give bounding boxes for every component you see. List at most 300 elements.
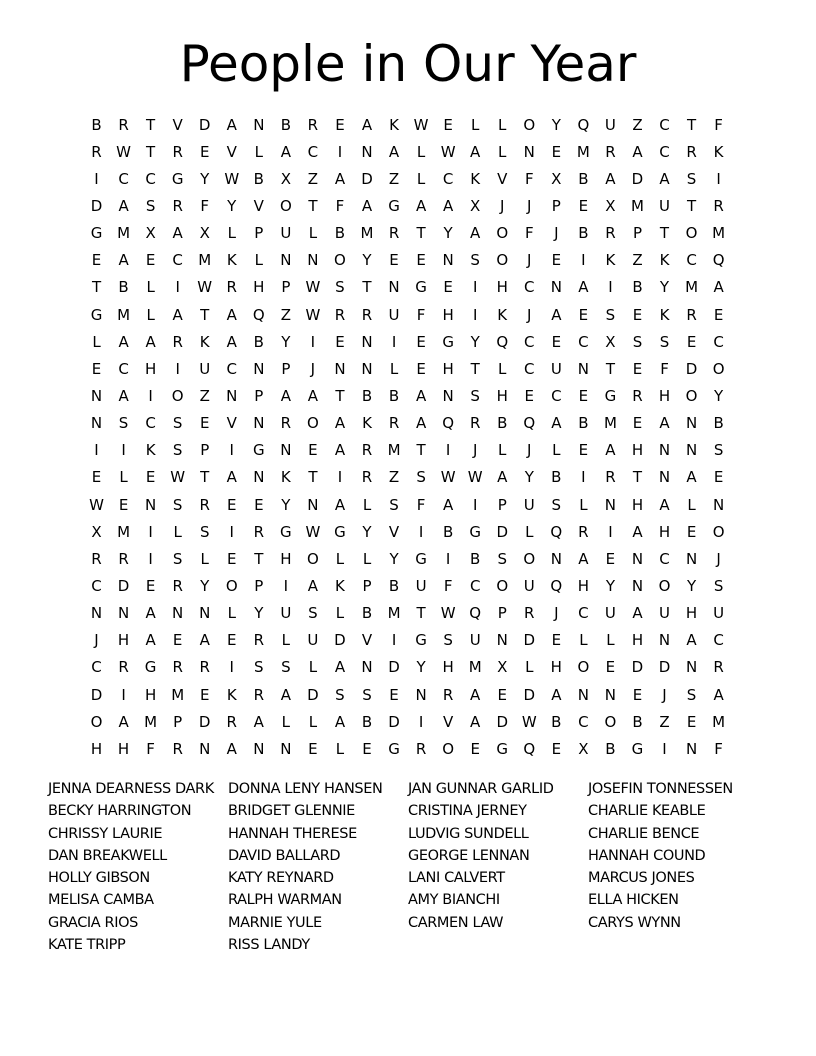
grid-cell[interactable]: Z: [307, 169, 319, 188]
grid-cell[interactable]: R: [415, 739, 427, 758]
grid-cell[interactable]: B: [551, 468, 562, 487]
grid-cell[interactable]: R: [118, 549, 129, 568]
grid-cell[interactable]: I: [283, 576, 289, 595]
grid-cell[interactable]: B: [632, 278, 643, 297]
grid-cell[interactable]: N: [253, 359, 265, 378]
grid-cell[interactable]: L: [119, 468, 128, 487]
grid-cell[interactable]: H: [117, 739, 130, 758]
grid-cell[interactable]: F: [200, 196, 210, 215]
grid-cell[interactable]: H: [631, 441, 644, 460]
grid-cell[interactable]: E: [632, 414, 643, 433]
grid-cell[interactable]: N: [685, 441, 698, 460]
grid-cell[interactable]: E: [254, 495, 264, 514]
grid-cell[interactable]: A: [226, 115, 237, 134]
grid-cell[interactable]: N: [712, 495, 725, 514]
grid-cell[interactable]: T: [146, 142, 156, 161]
grid-cell[interactable]: O: [334, 251, 346, 270]
grid-cell[interactable]: A: [226, 468, 237, 487]
grid-cell[interactable]: T: [362, 278, 372, 297]
grid-cell[interactable]: I: [472, 305, 478, 324]
grid-cell[interactable]: S: [335, 685, 345, 704]
grid-cell[interactable]: E: [199, 685, 210, 704]
grid-cell[interactable]: I: [472, 278, 478, 297]
grid-cell[interactable]: A: [415, 414, 427, 433]
grid-cell[interactable]: R: [118, 658, 129, 677]
grid-cell[interactable]: V: [172, 115, 183, 134]
grid-cell[interactable]: R: [172, 658, 183, 677]
grid-cell[interactable]: K: [659, 305, 670, 324]
grid-cell[interactable]: I: [175, 278, 180, 297]
grid-cell[interactable]: U: [550, 359, 562, 378]
grid-cell[interactable]: H: [658, 386, 671, 405]
grid-cell[interactable]: H: [442, 305, 454, 324]
grid-cell[interactable]: A: [632, 604, 643, 623]
grid-cell[interactable]: I: [148, 549, 153, 568]
grid-cell[interactable]: M: [117, 522, 131, 541]
grid-cell[interactable]: C: [524, 278, 535, 297]
grid-cell[interactable]: A: [497, 468, 508, 487]
grid-cell[interactable]: X: [551, 169, 562, 188]
grid-cell[interactable]: X: [578, 739, 589, 758]
grid-cell[interactable]: Y: [254, 604, 264, 623]
grid-cell[interactable]: C: [145, 414, 156, 433]
grid-cell[interactable]: K: [713, 142, 724, 161]
grid-cell[interactable]: Z: [632, 251, 643, 270]
grid-cell[interactable]: O: [306, 414, 319, 433]
grid-cell[interactable]: T: [416, 604, 426, 623]
grid-cell[interactable]: A: [443, 196, 454, 215]
grid-cell[interactable]: K: [226, 251, 237, 270]
grid-cell[interactable]: W: [170, 468, 186, 487]
grid-cell[interactable]: P: [632, 224, 642, 243]
grid-cell[interactable]: U: [280, 604, 292, 623]
grid-cell[interactable]: D: [198, 115, 211, 134]
grid-cell[interactable]: S: [199, 522, 210, 541]
grid-cell[interactable]: N: [658, 468, 671, 487]
grid-cell[interactable]: M: [603, 414, 617, 433]
grid-cell[interactable]: U: [199, 359, 211, 378]
grid-cell[interactable]: Y: [686, 576, 697, 595]
grid-cell[interactable]: F: [524, 224, 534, 243]
grid-cell[interactable]: E: [686, 332, 697, 351]
grid-cell[interactable]: L: [335, 739, 345, 758]
grid-cell[interactable]: P: [551, 196, 561, 215]
grid-cell[interactable]: J: [94, 631, 99, 650]
grid-cell[interactable]: C: [307, 142, 319, 161]
grid-cell[interactable]: W: [224, 169, 240, 188]
grid-cell[interactable]: A: [713, 278, 724, 297]
grid-cell[interactable]: I: [472, 495, 478, 514]
grid-cell[interactable]: A: [388, 142, 400, 161]
grid-cell[interactable]: C: [659, 549, 670, 568]
grid-cell[interactable]: A: [659, 495, 670, 514]
grid-cell[interactable]: D: [388, 658, 400, 677]
grid-cell[interactable]: S: [686, 169, 697, 188]
grid-cell[interactable]: L: [416, 142, 426, 161]
grid-cell[interactable]: G: [442, 332, 454, 351]
grid-cell[interactable]: F: [524, 169, 534, 188]
grid-cell[interactable]: P: [497, 604, 507, 623]
grid-cell[interactable]: B: [578, 169, 589, 188]
grid-cell[interactable]: L: [552, 441, 561, 460]
grid-cell[interactable]: D: [496, 712, 508, 731]
grid-cell[interactable]: L: [362, 495, 372, 514]
grid-cell[interactable]: L: [498, 441, 507, 460]
grid-cell[interactable]: Q: [712, 251, 725, 270]
grid-cell[interactable]: R: [361, 305, 373, 324]
grid-cell[interactable]: A: [334, 414, 346, 433]
grid-cell[interactable]: C: [551, 386, 562, 405]
grid-cell[interactable]: A: [605, 441, 616, 460]
grid-cell[interactable]: B: [497, 414, 508, 433]
grid-cell[interactable]: W: [89, 495, 104, 514]
grid-cell[interactable]: Y: [605, 576, 615, 595]
grid-cell[interactable]: L: [525, 658, 534, 677]
grid-cell[interactable]: E: [389, 685, 399, 704]
grid-cell[interactable]: Q: [577, 115, 590, 134]
grid-cell[interactable]: Y: [227, 196, 237, 215]
grid-cell[interactable]: T: [200, 305, 210, 324]
grid-cell[interactable]: D: [117, 576, 130, 595]
grid-cell[interactable]: R: [388, 414, 400, 433]
grid-cell[interactable]: N: [199, 604, 211, 623]
grid-cell[interactable]: P: [173, 712, 183, 731]
grid-cell[interactable]: A: [470, 712, 481, 731]
grid-cell[interactable]: Y: [362, 522, 372, 541]
grid-cell[interactable]: A: [118, 196, 129, 215]
grid-cell[interactable]: S: [497, 549, 507, 568]
grid-cell[interactable]: I: [608, 522, 613, 541]
grid-cell[interactable]: E: [551, 251, 562, 270]
grid-cell[interactable]: W: [521, 712, 537, 731]
grid-cell[interactable]: B: [118, 278, 129, 297]
grid-cell[interactable]: S: [632, 332, 643, 351]
grid-cell[interactable]: M: [468, 658, 482, 677]
grid-cell[interactable]: N: [577, 685, 589, 704]
grid-cell[interactable]: E: [91, 251, 102, 270]
grid-cell[interactable]: K: [389, 115, 399, 134]
grid-cell[interactable]: S: [443, 631, 453, 650]
grid-cell[interactable]: L: [146, 305, 155, 324]
grid-cell[interactable]: T: [686, 196, 697, 215]
grid-cell[interactable]: I: [445, 441, 451, 460]
grid-cell[interactable]: V: [361, 631, 373, 650]
grid-cell[interactable]: T: [200, 468, 210, 487]
grid-cell[interactable]: H: [685, 604, 698, 623]
grid-cell[interactable]: O: [712, 522, 725, 541]
grid-cell[interactable]: R: [632, 386, 643, 405]
grid-cell[interactable]: E: [443, 115, 453, 134]
grid-cell[interactable]: Q: [252, 305, 265, 324]
grid-cell[interactable]: N: [253, 414, 265, 433]
grid-cell[interactable]: C: [524, 332, 535, 351]
grid-cell[interactable]: L: [498, 142, 507, 161]
grid-cell[interactable]: R: [253, 631, 265, 650]
grid-cell[interactable]: X: [497, 658, 508, 677]
grid-cell[interactable]: L: [308, 658, 318, 677]
grid-cell[interactable]: I: [148, 386, 153, 405]
grid-cell[interactable]: E: [416, 359, 426, 378]
grid-cell[interactable]: L: [335, 549, 345, 568]
grid-cell[interactable]: R: [172, 196, 183, 215]
grid-cell[interactable]: K: [199, 332, 210, 351]
grid-cell[interactable]: M: [117, 224, 131, 243]
grid-cell[interactable]: L: [227, 224, 236, 243]
grid-cell[interactable]: Z: [280, 305, 291, 324]
grid-cell[interactable]: Z: [388, 169, 400, 188]
grid-cell[interactable]: N: [496, 631, 508, 650]
grid-cell[interactable]: J: [527, 441, 532, 460]
grid-cell[interactable]: A: [334, 658, 346, 677]
grid-cell[interactable]: N: [631, 576, 644, 595]
grid-cell[interactable]: A: [226, 332, 237, 351]
grid-cell[interactable]: U: [659, 196, 670, 215]
grid-cell[interactable]: C: [172, 251, 183, 270]
grid-cell[interactable]: T: [632, 468, 643, 487]
grid-cell[interactable]: N: [388, 278, 400, 297]
grid-cell[interactable]: I: [581, 468, 586, 487]
grid-cell[interactable]: B: [361, 386, 373, 405]
grid-cell[interactable]: P: [200, 441, 210, 460]
grid-cell[interactable]: E: [470, 739, 480, 758]
grid-cell[interactable]: T: [335, 386, 345, 405]
grid-cell[interactable]: N: [361, 359, 373, 378]
grid-cell[interactable]: N: [172, 604, 184, 623]
grid-cell[interactable]: B: [253, 169, 264, 188]
grid-cell[interactable]: V: [253, 196, 264, 215]
grid-cell[interactable]: E: [416, 251, 426, 270]
grid-cell[interactable]: H: [496, 386, 508, 405]
grid-cell[interactable]: A: [118, 712, 129, 731]
grid-cell[interactable]: A: [280, 685, 291, 704]
grid-cell[interactable]: Z: [388, 468, 400, 487]
grid-cell[interactable]: I: [121, 685, 126, 704]
grid-cell[interactable]: R: [578, 522, 589, 541]
grid-cell[interactable]: B: [91, 115, 102, 134]
grid-cell[interactable]: E: [578, 441, 589, 460]
grid-cell[interactable]: Y: [524, 468, 534, 487]
grid-cell[interactable]: C: [442, 169, 454, 188]
grid-cell[interactable]: Y: [281, 332, 291, 351]
grid-cell[interactable]: E: [632, 685, 643, 704]
grid-cell[interactable]: N: [361, 332, 373, 351]
grid-cell[interactable]: X: [470, 196, 481, 215]
grid-cell[interactable]: N: [253, 468, 265, 487]
grid-cell[interactable]: S: [172, 495, 183, 514]
grid-cell[interactable]: W: [305, 522, 321, 541]
grid-cell[interactable]: A: [280, 386, 291, 405]
grid-cell[interactable]: S: [254, 658, 264, 677]
grid-cell[interactable]: G: [252, 441, 265, 460]
grid-cell[interactable]: I: [337, 142, 343, 161]
grid-cell[interactable]: R: [253, 522, 265, 541]
grid-cell[interactable]: R: [172, 332, 183, 351]
grid-cell[interactable]: P: [497, 495, 507, 514]
grid-cell[interactable]: Y: [200, 576, 210, 595]
grid-cell[interactable]: C: [145, 169, 156, 188]
grid-cell[interactable]: N: [658, 631, 671, 650]
grid-cell[interactable]: D: [388, 712, 400, 731]
grid-cell[interactable]: F: [714, 739, 723, 758]
grid-cell[interactable]: I: [175, 359, 180, 378]
grid-cell[interactable]: B: [388, 386, 400, 405]
grid-cell[interactable]: I: [94, 169, 99, 188]
grid-cell[interactable]: S: [172, 414, 183, 433]
grid-cell[interactable]: F: [335, 196, 345, 215]
grid-cell[interactable]: P: [362, 576, 372, 595]
grid-cell[interactable]: O: [306, 549, 319, 568]
grid-cell[interactable]: N: [604, 495, 617, 514]
grid-cell[interactable]: C: [226, 359, 237, 378]
grid-cell[interactable]: O: [279, 196, 292, 215]
grid-cell[interactable]: D: [631, 658, 644, 677]
grid-cell[interactable]: C: [713, 332, 724, 351]
grid-cell[interactable]: A: [470, 142, 481, 161]
grid-cell[interactable]: M: [360, 224, 374, 243]
grid-cell[interactable]: P: [281, 359, 291, 378]
grid-cell[interactable]: T: [659, 224, 670, 243]
grid-cell[interactable]: M: [712, 712, 726, 731]
grid-cell[interactable]: N: [658, 441, 671, 460]
grid-cell[interactable]: E: [605, 658, 616, 677]
grid-cell[interactable]: L: [335, 604, 345, 623]
grid-cell[interactable]: A: [172, 224, 183, 243]
grid-cell[interactable]: N: [90, 386, 103, 405]
grid-cell[interactable]: G: [631, 739, 644, 758]
grid-cell[interactable]: T: [470, 359, 480, 378]
grid-cell[interactable]: E: [91, 359, 102, 378]
grid-cell[interactable]: C: [91, 576, 102, 595]
grid-cell[interactable]: E: [497, 685, 507, 704]
grid-cell[interactable]: O: [442, 739, 455, 758]
grid-cell[interactable]: H: [550, 658, 562, 677]
grid-cell[interactable]: E: [199, 142, 210, 161]
grid-cell[interactable]: A: [551, 305, 562, 324]
grid-cell[interactable]: A: [551, 414, 562, 433]
grid-cell[interactable]: G: [496, 739, 509, 758]
grid-cell[interactable]: S: [470, 251, 480, 270]
grid-cell[interactable]: S: [281, 658, 291, 677]
grid-cell[interactable]: T: [416, 224, 426, 243]
grid-cell[interactable]: X: [280, 169, 291, 188]
grid-cell[interactable]: S: [145, 196, 156, 215]
grid-cell[interactable]: E: [713, 305, 724, 324]
grid-cell[interactable]: Y: [200, 169, 210, 188]
grid-cell[interactable]: G: [604, 386, 617, 405]
grid-cell[interactable]: H: [253, 278, 265, 297]
grid-cell[interactable]: Y: [416, 658, 426, 677]
grid-cell[interactable]: D: [334, 631, 346, 650]
grid-cell[interactable]: R: [605, 224, 616, 243]
grid-cell[interactable]: O: [685, 224, 698, 243]
grid-cell[interactable]: Y: [470, 332, 480, 351]
grid-cell[interactable]: D: [307, 685, 319, 704]
grid-cell[interactable]: E: [416, 332, 426, 351]
grid-cell[interactable]: B: [388, 576, 400, 595]
grid-cell[interactable]: J: [472, 441, 478, 460]
grid-cell[interactable]: R: [172, 142, 183, 161]
grid-cell[interactable]: V: [226, 142, 237, 161]
grid-cell[interactable]: L: [525, 522, 534, 541]
grid-cell[interactable]: H: [442, 658, 454, 677]
grid-cell[interactable]: F: [714, 115, 723, 134]
grid-cell[interactable]: H: [90, 739, 103, 758]
grid-cell[interactable]: A: [470, 224, 481, 243]
grid-cell[interactable]: M: [171, 685, 185, 704]
grid-cell[interactable]: B: [361, 604, 373, 623]
grid-cell[interactable]: A: [632, 142, 643, 161]
grid-cell[interactable]: A: [145, 631, 156, 650]
grid-cell[interactable]: C: [118, 359, 129, 378]
grid-cell[interactable]: X: [199, 224, 210, 243]
grid-cell[interactable]: H: [144, 685, 157, 704]
grid-cell[interactable]: C: [524, 359, 535, 378]
grid-cell[interactable]: N: [90, 414, 103, 433]
grid-cell[interactable]: I: [148, 522, 153, 541]
grid-cell[interactable]: O: [685, 386, 698, 405]
grid-cell[interactable]: E: [632, 359, 643, 378]
grid-cell[interactable]: I: [229, 522, 234, 541]
grid-cell[interactable]: Y: [281, 495, 291, 514]
grid-cell[interactable]: L: [254, 251, 263, 270]
grid-cell[interactable]: A: [199, 631, 210, 650]
grid-cell[interactable]: N: [145, 495, 157, 514]
grid-cell[interactable]: N: [253, 115, 265, 134]
grid-cell[interactable]: F: [660, 359, 669, 378]
grid-cell[interactable]: S: [659, 332, 670, 351]
grid-cell[interactable]: S: [335, 278, 345, 297]
grid-cell[interactable]: I: [391, 631, 397, 650]
grid-cell[interactable]: R: [713, 196, 724, 215]
grid-cell[interactable]: U: [415, 576, 427, 595]
grid-cell[interactable]: L: [362, 549, 372, 568]
grid-cell[interactable]: U: [604, 115, 616, 134]
grid-cell[interactable]: H: [658, 522, 671, 541]
grid-cell[interactable]: Q: [550, 576, 563, 595]
grid-cell[interactable]: X: [605, 196, 616, 215]
grid-cell[interactable]: C: [578, 332, 589, 351]
grid-cell[interactable]: A: [334, 441, 346, 460]
grid-cell[interactable]: H: [442, 359, 454, 378]
grid-cell[interactable]: O: [604, 712, 617, 731]
grid-cell[interactable]: W: [467, 468, 483, 487]
grid-cell[interactable]: L: [308, 224, 318, 243]
grid-cell[interactable]: L: [173, 522, 182, 541]
grid-cell[interactable]: S: [118, 414, 129, 433]
grid-cell[interactable]: X: [145, 224, 156, 243]
grid-cell[interactable]: C: [578, 712, 589, 731]
grid-cell[interactable]: W: [305, 305, 321, 324]
grid-cell[interactable]: W: [197, 278, 213, 297]
grid-cell[interactable]: H: [117, 631, 130, 650]
grid-cell[interactable]: I: [229, 441, 234, 460]
grid-cell[interactable]: M: [198, 251, 212, 270]
grid-cell[interactable]: I: [121, 441, 126, 460]
grid-cell[interactable]: B: [632, 712, 643, 731]
grid-cell[interactable]: F: [416, 495, 426, 514]
grid-cell[interactable]: G: [334, 522, 346, 541]
grid-cell[interactable]: P: [281, 278, 291, 297]
grid-cell[interactable]: A: [578, 278, 589, 297]
grid-cell[interactable]: I: [94, 441, 99, 460]
grid-cell[interactable]: E: [335, 115, 345, 134]
grid-cell[interactable]: E: [172, 631, 183, 650]
grid-cell[interactable]: E: [551, 739, 562, 758]
grid-cell[interactable]: L: [498, 115, 507, 134]
grid-cell[interactable]: R: [199, 495, 210, 514]
grid-cell[interactable]: A: [686, 631, 697, 650]
grid-cell[interactable]: E: [578, 305, 589, 324]
